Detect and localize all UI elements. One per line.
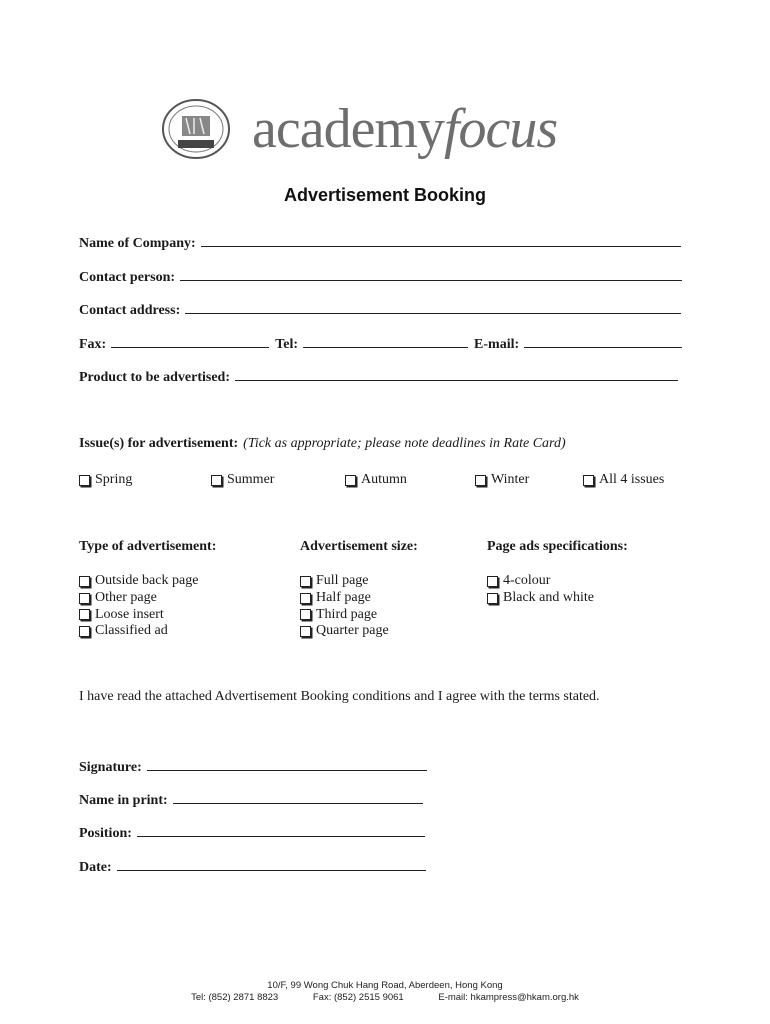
name-in-print-label: Name in print: [79,793,168,808]
specs-heading: Page ads specifications: [487,539,628,554]
academy-focus-logo [160,96,620,166]
size-full-checkbox[interactable] [300,573,389,590]
checkbox-icon [79,576,90,587]
type-outside-back-checkbox[interactable] [79,573,198,590]
type-heading: Type of advertisement: [79,539,217,554]
logo-wordmark: academyfocus [252,98,558,160]
checkbox-icon [300,576,311,587]
issue-all-checkbox[interactable] [583,472,664,488]
issue-winter-checkbox[interactable] [475,472,529,488]
product-label: Product to be advertised: [79,370,230,385]
agreement-statement: I have read the attached Advertisement Booking conditions and I agree with the terms stated. [79,689,600,704]
footer-address: 10/F, 99 Wong Chuk Hang Road, Aberdeen, Hong Kong [267,980,503,991]
size-heading: Advertisement size: [300,539,418,554]
issue-label: All 4 issues [599,472,665,487]
contact-person-line[interactable] [180,268,682,281]
fax-tel-email-row [79,335,682,353]
checkbox-icon [79,475,90,486]
option-label: Classified ad [95,623,168,639]
checkbox-icon [583,475,594,486]
contact-person-label: Contact person: [79,270,176,285]
name-in-print-line[interactable] [173,791,423,804]
checkbox-icon [487,593,498,604]
checkbox-icon [211,475,222,486]
issues-note: (Tick as appropriate; please note deadlines in Rate Card) [243,436,566,451]
position-label: Position: [79,826,132,841]
date-label: Date: [79,860,112,875]
checkbox-icon [300,609,311,620]
footer-fax: Fax: (852) 2515 9061 [312,992,404,1003]
checkbox-icon [300,626,311,637]
option-label: Half page [316,590,371,606]
option-label: Black and white [503,590,594,606]
issue-label: Winter [491,472,530,487]
name-in-print-field[interactable] [79,791,423,809]
page-title: Advertisement Booking [283,185,487,205]
option-label: Third page [316,606,378,622]
checkbox-icon [79,626,90,637]
type-loose-insert-checkbox[interactable] [79,606,198,623]
issue-label: Autumn [361,472,407,487]
fax-label: Fax: [79,337,107,352]
size-third-checkbox[interactable] [300,606,389,623]
specs-options [487,573,594,606]
option-label: Outside back page [95,573,199,589]
company-line[interactable] [201,234,681,247]
footer-tel: Tel: (852) 2871 8823 [191,992,279,1003]
spec-4colour-checkbox[interactable] [487,573,594,590]
footer-contacts [0,992,770,1004]
checkbox-icon [475,475,486,486]
fax-line[interactable] [111,335,269,348]
date-line[interactable] [117,858,426,871]
type-classified-checkbox[interactable] [79,623,198,640]
checkbox-icon [487,576,498,587]
contact-person-field[interactable] [79,268,682,286]
option-label: Other page [95,590,157,606]
option-label: Loose insert [95,606,164,622]
checkbox-icon [300,593,311,604]
contact-address-field[interactable] [79,301,681,319]
option-label: Quarter page [316,623,389,639]
email-line[interactable] [524,335,682,348]
issues-label: Issue(s) for advertisement: [79,436,239,451]
option-label: Full page [316,573,369,589]
position-line[interactable] [137,824,425,837]
size-half-checkbox[interactable] [300,590,389,607]
type-other-page-checkbox[interactable] [79,590,198,607]
issue-label: Spring [95,472,133,487]
issue-spring-checkbox[interactable] [79,472,132,488]
size-options [300,573,389,640]
issue-summer-checkbox[interactable] [211,472,274,488]
issue-label: Summer [227,472,275,487]
company-label: Name of Company: [79,236,196,251]
email-label: E-mail: [474,337,520,352]
tel-line[interactable] [303,335,468,348]
signature-label: Signature: [79,760,142,775]
size-quarter-checkbox[interactable] [300,623,389,640]
product-field[interactable] [79,368,678,386]
product-line[interactable] [235,368,678,381]
company-field[interactable] [79,234,681,252]
type-options [79,573,198,640]
academy-seal-icon [160,98,232,160]
date-field[interactable] [79,858,426,876]
footer [0,980,770,1004]
checkbox-icon [79,609,90,620]
checkbox-icon [79,593,90,604]
option-label: 4-colour [503,573,551,589]
signature-line[interactable] [147,758,427,771]
spec-bw-checkbox[interactable] [487,590,594,607]
checkbox-icon [345,475,356,486]
tel-label: Tel: [275,337,299,352]
signature-field[interactable] [79,758,427,776]
contact-address-label: Contact address: [79,303,181,318]
position-field[interactable] [79,824,425,842]
footer-email: E-mail: hkampress@hkam.org.hk [438,992,579,1003]
issues-heading [79,436,566,452]
issue-autumn-checkbox[interactable] [345,472,407,488]
contact-address-line[interactable] [185,301,681,314]
